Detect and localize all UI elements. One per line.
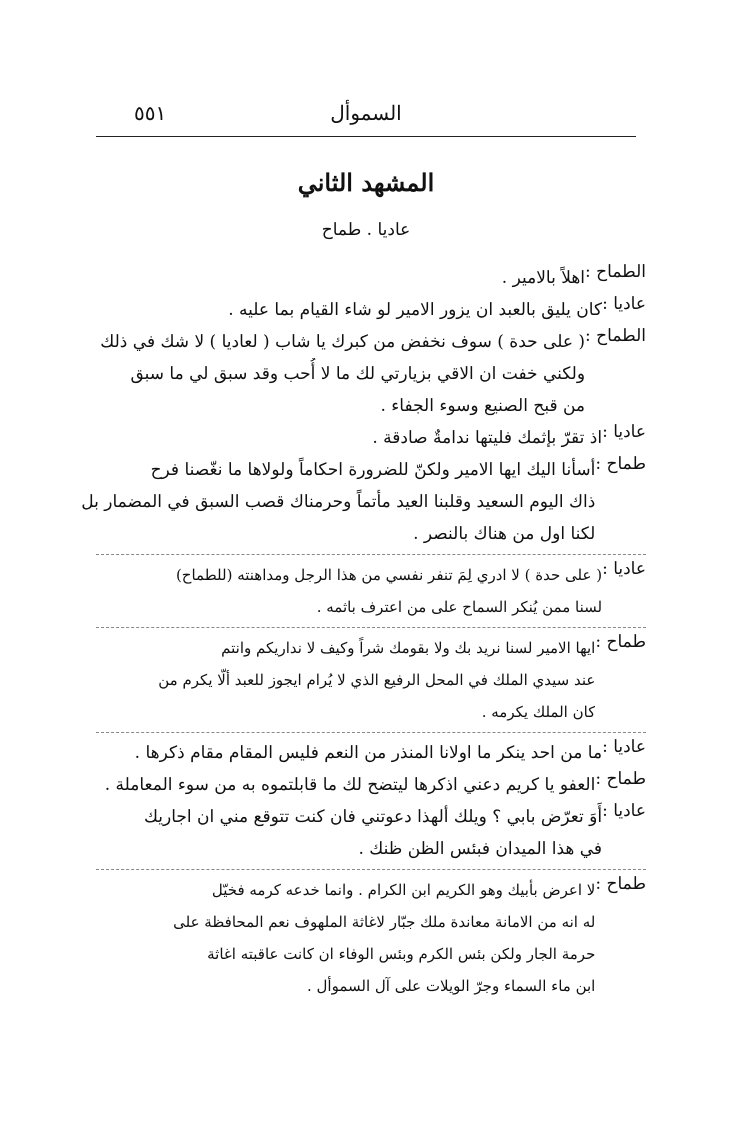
speech-separator	[96, 554, 646, 555]
speaker-name: عاديا :	[602, 294, 646, 314]
speech-separator	[96, 869, 646, 870]
speaker-name: طماح :	[595, 454, 646, 474]
speech-line: لكنا اول من هناك بالنصر .	[413, 524, 596, 544]
header-rule	[96, 136, 636, 137]
speech-line: لا اعرض بأبيك وهو الكريم ابن الكرام . وانما خدعه كرمه فخيّل	[211, 881, 596, 899]
speech-line: ذاك اليوم السعيد وقلبنا العيد مأتماً وحرمناك قصب السبق في المضمار بل	[81, 492, 596, 512]
speech-text	[96, 326, 585, 422]
speech-text	[96, 262, 585, 294]
speech-text	[96, 294, 602, 326]
speech	[96, 422, 646, 454]
speech-line: من قبح الصنيع وسوء الجفاء .	[380, 396, 586, 416]
speech	[96, 262, 646, 294]
speech-line: اذ تقرّ بإثمك فليتها ندامةٌ صادقة .	[372, 428, 603, 448]
speech-line: عند سيدي الملك في المحل الرفيع الذي لا يُرام ايجوز للعبد ألّا يكرم من	[158, 671, 596, 689]
speech-text	[96, 422, 602, 454]
speaker-name: عاديا :	[602, 422, 646, 442]
speech-line: لسنا ممن يُنكر السماح على من اعترف باثمه .	[316, 598, 603, 616]
speech-text	[96, 769, 595, 801]
scene-title: المشهد الثاني	[297, 168, 435, 197]
running-title: السموأل	[330, 101, 402, 125]
speech-line: ( على حدة ) لا ادري لِمَ تنفر نفسي من هذا الرجل ومداهنته (للطماح)	[175, 566, 603, 584]
speaker-name: عاديا :	[602, 801, 646, 821]
speech-text	[96, 632, 595, 728]
speaker-name: الطماح :	[585, 326, 646, 346]
speech	[96, 326, 646, 422]
speech-text	[81, 454, 595, 550]
speaker-name: طماح :	[595, 769, 646, 789]
speech	[81, 454, 646, 550]
speech-line: ايها الامير لسنا نريد بك ولا بقومك شراً وكيف لا نداريكم وانتم	[221, 639, 596, 657]
speech-text	[96, 559, 602, 623]
speech-line: أَوَ تعرّض بابي ؟ ويلك ألهذا دعوتني فان كنت تتوقع مني ان اجاريك	[143, 807, 603, 827]
speech-line: ما من احد ينكر ما اولانا المنذر من النعم فليس المقام مقام ذكرها .	[134, 743, 603, 763]
speaker-name: طماح :	[595, 632, 646, 652]
speech	[96, 559, 646, 623]
dialogue	[81, 262, 646, 1002]
speech	[96, 874, 646, 1002]
page-header	[96, 96, 636, 130]
scene-characters: عاديا . طماح	[321, 220, 411, 240]
speaker-name: عاديا :	[602, 737, 646, 757]
speaker-name: الطماح :	[585, 262, 646, 282]
speech-separator	[96, 627, 646, 628]
speech-line: ابن ماء السماء وجرّ الويلات على آل السموأل .	[306, 977, 596, 995]
speech-text	[96, 874, 595, 1002]
speech-line: له انه من الامانة معاندة ملك جبّار لاغاثة الملهوف نعم المحافظة على	[173, 913, 596, 931]
speech-text	[96, 737, 602, 769]
speaker-name: طماح :	[595, 874, 646, 894]
speech-line: ( على حدة ) سوف نخفض من كبرك يا شاب ( لعاديا ) لا شك في ذلك	[100, 332, 586, 352]
speech	[96, 801, 646, 865]
page-number: ٥٥١	[134, 101, 167, 125]
speech-line: حرمة الجار ولكن بئس الكرم وبئس الوفاء ان كانت عاقبته اغاثة	[207, 945, 596, 963]
speech-line: كان يليق بالعبد ان يزور الامير لو شاء القيام بما عليه .	[228, 300, 603, 320]
speech-line: اهلاً بالامير .	[501, 268, 586, 288]
speech-line: أسأنا اليك ايها الامير ولكنّ للضرورة احكاماً ولولاها ما نغّصنا فرح	[150, 460, 596, 480]
speech-text	[96, 801, 602, 865]
speech	[96, 632, 646, 728]
speech	[96, 737, 646, 769]
speech-line: في هذا الميدان فبئس الظن ظنك .	[358, 839, 603, 859]
speech-separator	[96, 732, 646, 733]
speaker-name: عاديا :	[602, 559, 646, 579]
speech-line: ولكني خفت ان الاقي بزيارتي لك ما لا أُحب وقد سبق لي ما سبق	[130, 364, 586, 384]
speech	[96, 294, 646, 326]
speech-line: كان الملك يكرمه .	[481, 703, 596, 721]
speech	[96, 769, 646, 801]
speech-line: العفو يا كريم دعني اذكرها ليتضح لك ما قابلتموه به من سوء المعاملة .	[104, 775, 596, 795]
